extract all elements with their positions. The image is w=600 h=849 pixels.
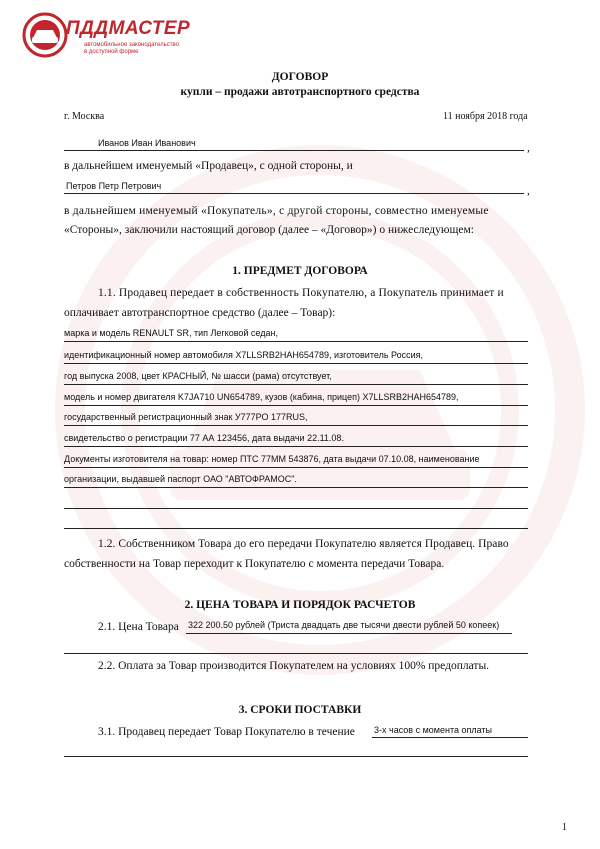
buyer-line: в дальнейшем именуемый «Покупатель», с другой стороны, совместно именуемые xyxy=(64,205,489,217)
term-value: 3-х часов с момента оплаты xyxy=(374,725,492,735)
vehicle-detail: Документы изготовителя на товар: номер ПТС 77ММ 543876, дата выдачи 07.10.08, наименование xyxy=(64,454,480,464)
detail-underline xyxy=(64,487,528,488)
detail-underline xyxy=(64,341,528,342)
blank-underline xyxy=(64,653,528,654)
paragraph-line: 2.2. Оплата за Товар производится Покупателем на условиях 100% предоплаты. xyxy=(98,660,490,672)
price-underline xyxy=(186,633,512,634)
buyer-underline xyxy=(64,193,524,194)
price-label: 2.1. Цена Товара xyxy=(98,621,179,633)
comma: , xyxy=(527,185,530,197)
blank-underline xyxy=(64,756,528,757)
date: 11 ноября 2018 года xyxy=(443,111,528,122)
logo-text: ПДДМАСТЕР xyxy=(66,18,191,39)
term-underline xyxy=(372,737,528,738)
paragraph-line: собственности на Товар переходит к Покупателю с момента передачи Товара. xyxy=(64,558,445,570)
detail-underline xyxy=(64,405,528,406)
detail-underline xyxy=(64,384,528,385)
vehicle-detail: модель и номер двигателя K7JA710 UN654789, кузов (кабина, прицеп) X7LLSRB2HAH654789, xyxy=(64,392,459,402)
paragraph-line: 1.1. Продавец передает в собственность Покупателю, а Покупатель принимает и xyxy=(98,287,504,299)
paragraph-line: оплачивает автотранспортное средство (далее – Товар): xyxy=(64,307,336,319)
buyer-name: Петров Петр Петрович xyxy=(66,181,162,191)
comma: , xyxy=(527,142,530,154)
detail-underline xyxy=(64,467,528,468)
detail-underline xyxy=(64,425,528,426)
logo-emblem-icon xyxy=(22,12,68,58)
section-heading: 1. ПРЕДМЕТ ДОГОВОРА xyxy=(232,265,368,277)
vehicle-detail: свидетельство о регистрации 77 АА 123456, дата выдачи 22.11.08. xyxy=(64,433,344,443)
vehicle-detail: государственный регистрационный знак У777РО 177RUS, xyxy=(64,412,308,422)
logo xyxy=(22,12,222,62)
seller-line: в дальнейшем именуемый «Продавец», с одной стороны, и xyxy=(64,160,353,172)
blank-underline xyxy=(64,528,528,529)
document-title: ДОГОВОР xyxy=(271,71,329,83)
logo-tagline: в доступной форме xyxy=(84,49,139,55)
document-subtitle: купли – продажи автотранспортного средства xyxy=(180,86,420,98)
section-heading: 2. ЦЕНА ТОВАРА И ПОРЯДОК РАСЧЕТОВ xyxy=(184,599,416,611)
vehicle-detail: организации, выдавшей паспорт ОАО "АВТОФРАМОС". xyxy=(64,474,297,484)
blank-underline xyxy=(64,508,528,509)
logo-tagline: автомобильное законодательство xyxy=(84,42,179,48)
detail-underline xyxy=(64,363,528,364)
buyer-line: «Стороны», заключили настоящий договор (далее – «Договор») о нижеследующем: xyxy=(64,224,474,236)
vehicle-detail: марка и модель RENAULT SR, тип Легковой седан, xyxy=(64,328,278,338)
vehicle-detail: идентификационный номер автомобиля X7LLSRB2HAH654789, изготовитель Россия, xyxy=(64,350,424,360)
page-number: 1 xyxy=(562,822,567,833)
detail-underline xyxy=(64,446,528,447)
city: г. Москва xyxy=(64,111,105,122)
seller-name: Иванов Иван Иванович xyxy=(98,138,196,148)
vehicle-detail: год выпуска 2008, цвет КРАСНЫЙ, № шасси (рама) отсутствует, xyxy=(64,371,332,381)
seller-underline xyxy=(64,150,524,151)
section-heading: 3. СРОКИ ПОСТАВКИ xyxy=(238,704,362,716)
term-label: 3.1. Продавец передает Товар Покупателю в течение xyxy=(98,726,355,738)
paragraph-line: 1.2. Собственником Товара до его передачи Покупателю является Продавец. Право xyxy=(98,538,509,550)
price-value: 322 200.50 рублей (Триста двадцать две тысячи двести рублей 50 копеек) xyxy=(188,620,500,630)
